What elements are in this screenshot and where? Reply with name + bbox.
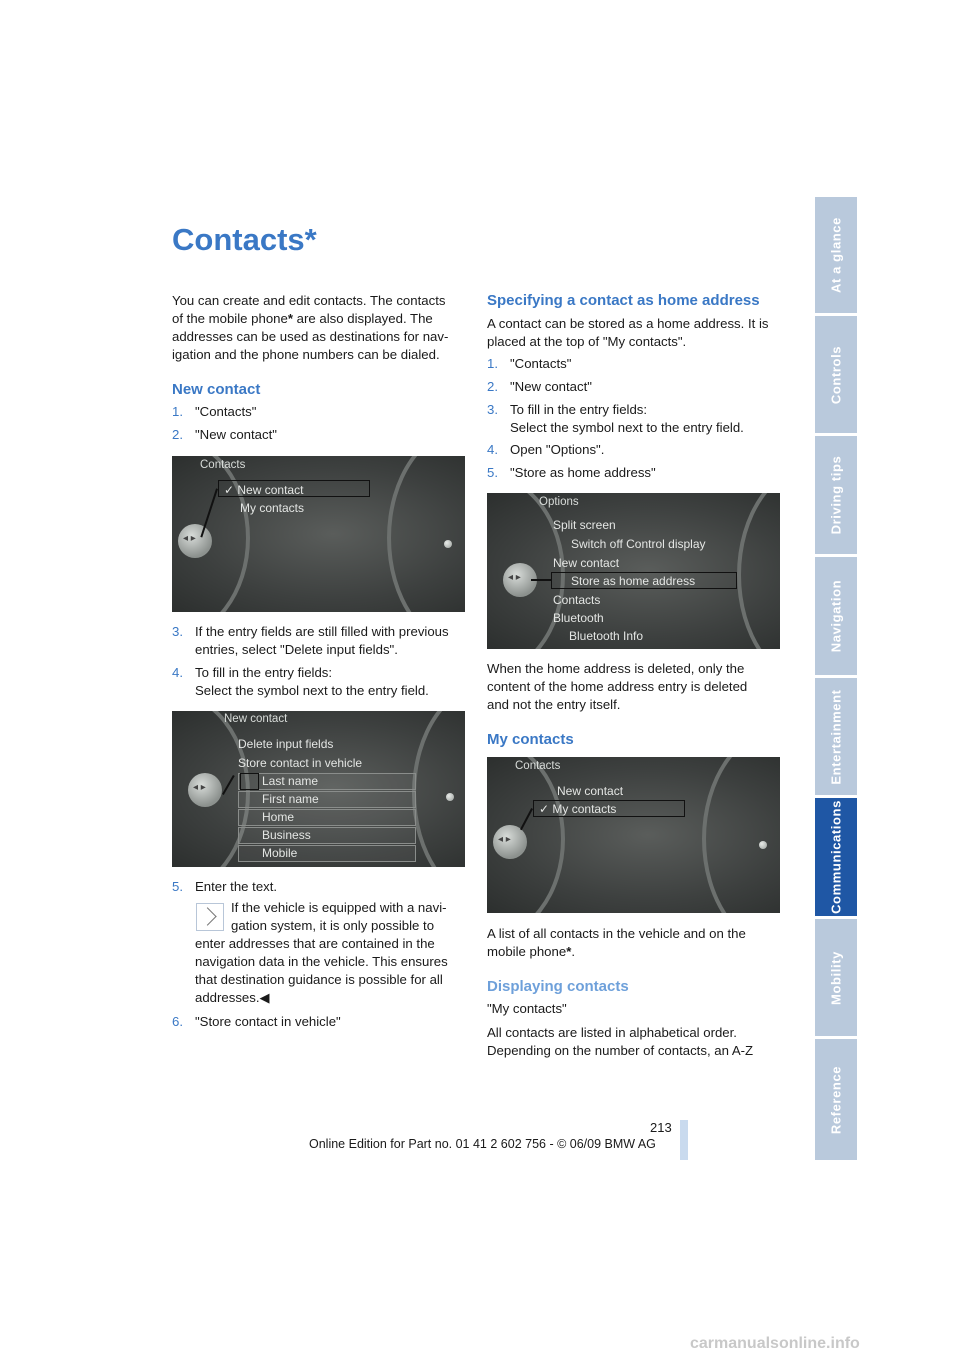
menu-item: ✓ New contact — [224, 483, 304, 497]
highlight-box — [240, 773, 259, 790]
sidebar-tab-mobility[interactable]: Mobility — [815, 919, 857, 1036]
screenshot-new-contact-fields: ◂ ▸ New contact Delete input fields Store contact in vehicle Last name First name Home Business Mobile — [172, 711, 465, 867]
footer-bar — [680, 1120, 688, 1160]
page-number: 213 — [650, 1120, 672, 1135]
menu-item: My contacts — [240, 501, 305, 515]
sidebar-tab-communications[interactable]: Communications — [815, 798, 857, 916]
page-title: Contacts* — [172, 222, 317, 257]
screen-header: New contact — [224, 713, 288, 725]
sidebar-tab-controls[interactable]: Controls — [815, 316, 857, 433]
section-heading-my-contacts: My contacts — [487, 731, 574, 748]
section-heading-displaying-contacts: Displaying contacts — [487, 978, 629, 995]
footer-text: Online Edition for Part no. 01 41 2 602 756 - © 06/09 BMW AG — [309, 1137, 656, 1151]
section-heading-home-address: Specifying a contact as home address — [487, 292, 760, 309]
screenshot-new-contact — [172, 456, 465, 612]
screenshot-my-contacts: ◂ ▸ Contacts New contact ✓ My contacts — [487, 757, 780, 913]
sidebar-tab-driving-tips[interactable]: Driving tips — [815, 436, 857, 554]
note-text-a: If the vehicle is equipped with a navi- gation system, it is only possible to — [231, 900, 447, 933]
highlight-box — [218, 480, 370, 497]
sidebar-tab-navigation[interactable]: Navigation — [815, 557, 857, 675]
intro-text: You can create and edit contacts. The contacts of the mobile phone* are also displayed. The addresses can be used as destinations for nav- igation and the phone numbers can be dialed. — [172, 293, 449, 362]
note-icon — [196, 903, 224, 931]
note-text-b: enter addresses that are contained in the navigation data in the vehicle. This ensures that destination guidance is possible for all addresses.◀ — [195, 936, 448, 1005]
sidebar-tab-entertainment[interactable]: Entertainment — [815, 678, 857, 795]
highlight-box — [551, 572, 737, 589]
screen-header: Options — [539, 496, 579, 508]
screen-header: Contacts — [200, 459, 246, 471]
screenshot-options: ◂ ▸ Options Split screen Switch off Control display New contact Store as home address Contacts Bluetooth Bluetooth Info — [487, 493, 780, 649]
section-heading-new-contact: New contact — [172, 381, 261, 398]
screen-header: Contacts — [515, 760, 561, 772]
watermark: carmanualsonline.info — [690, 1335, 860, 1352]
asterisk-icon: * — [304, 222, 317, 257]
sidebar-tab-at-a-glance[interactable]: At a glance — [815, 197, 857, 313]
sidebar-tab-reference[interactable]: Reference — [815, 1039, 857, 1160]
highlight-box — [533, 800, 685, 817]
